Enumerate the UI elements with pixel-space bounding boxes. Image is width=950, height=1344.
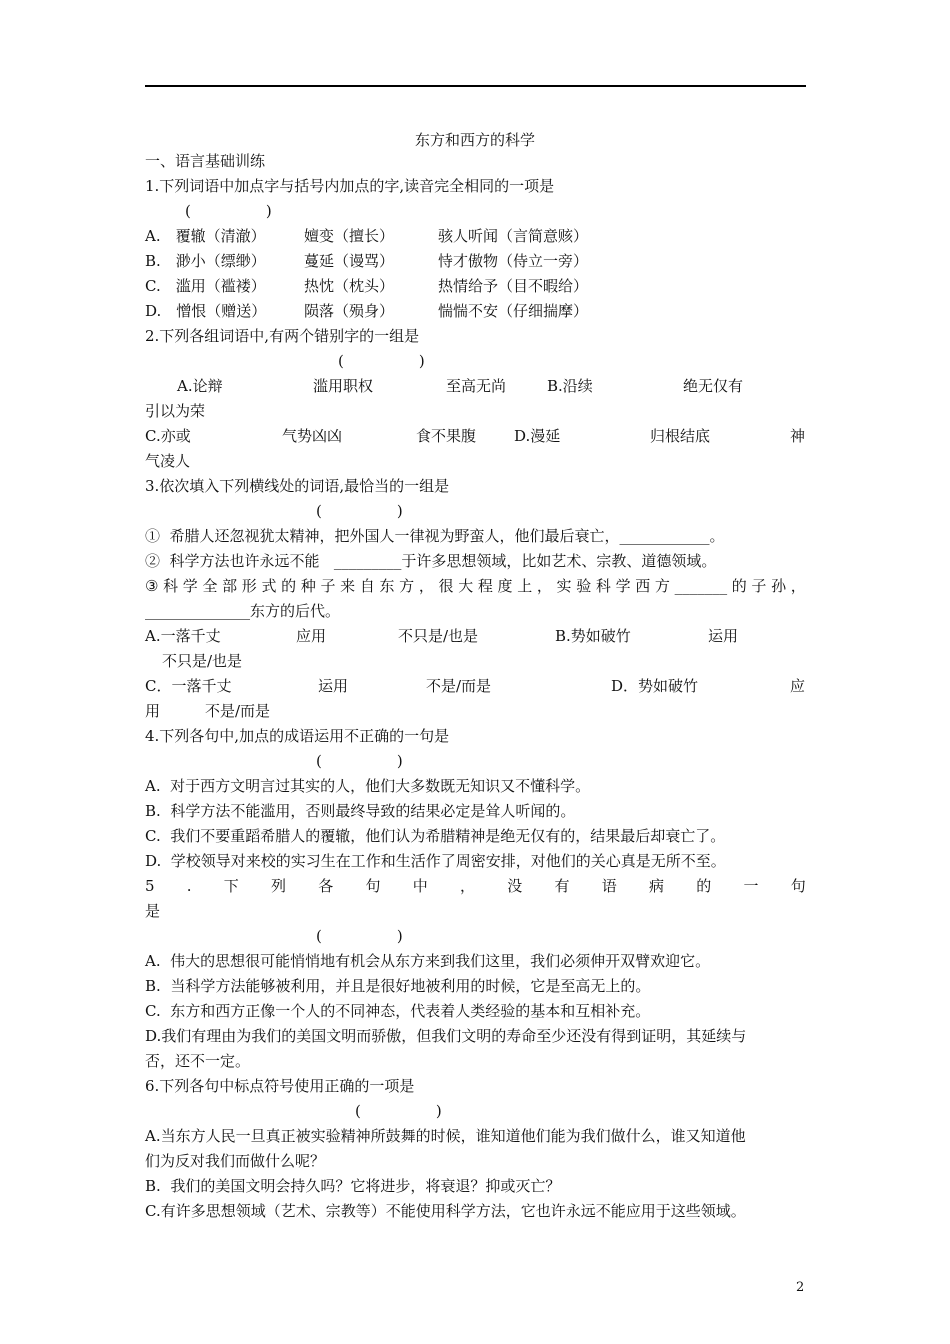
q3-sentence-3-char: 上 (517, 577, 533, 595)
q5-option-b: B. 当科学方法能够被利用，并且是很好地被利用的时候，它是至高无上的。 (145, 977, 651, 995)
q2-answer-blank: ( ) (338, 352, 425, 370)
q3-option-d-2-end: 用 不是/而是 (145, 702, 271, 720)
q3-sentence-3-char: 程 (477, 577, 493, 595)
q1-option-c-2: 热忱（枕头） (304, 277, 395, 295)
q3-option-b-3: 不只是/也是 (162, 652, 243, 670)
q3-sentence-3-char: 大 (458, 577, 474, 595)
q3-sentence-3-char: 方 (399, 577, 415, 595)
q5-stem (145, 876, 806, 896)
q3-option-d-2-start: 应 (790, 677, 806, 695)
q4-option-c: C. 我们不要重蹈希腊人的覆辙，他们认为希腊精神是绝无仅有的，结果最后却衰亡了。 (145, 827, 726, 845)
q3-sentence-3-char: 很 (438, 577, 454, 595)
q3-sentence-1: ① 希腊人还忽视犹太精神，把外国人一律视为野蛮人，他们最后衰亡，____________。 (145, 527, 725, 545)
q1-option-c-3: 热情给予（目不暇给） (438, 277, 589, 295)
q6-answer-blank: ( ) (355, 1102, 442, 1120)
q2-option-d-1: D.漫延 (514, 427, 561, 445)
q2-option-a-3: 至高无尚 (446, 377, 507, 395)
q3-sentence-2: ② 科学方法也许永远不能 _________于许多思想领域，比如艺术、宗教、道德领域。 (145, 552, 717, 570)
q1-option-d-2: 陨落（殒身） (304, 302, 395, 320)
q3-sentence-3-char: 实 (556, 577, 572, 595)
q5-option-d: D.我们有理由为我们的美国文明而骄傲，但我们文明的寿命至少还没有得到证明，其延续与 (145, 1027, 747, 1045)
q3-sentence-3-char: 科 (163, 577, 179, 595)
q3-sentence-3-char: 东 (379, 577, 395, 595)
q3-option-c-2: 运用 (318, 677, 349, 695)
q3-option-c-3: 不是/而是 (426, 677, 492, 695)
q3-sentence-3-char: ， (790, 577, 806, 595)
q3-option-a-1: A.一落千丈 (145, 627, 221, 645)
q3-sentence-3-char: 方 (654, 577, 670, 595)
q1-stem: 1.下列词语中加点字与括号内加点的字,读音完全相同的一项是 (145, 177, 555, 195)
q3-sentence-3-char: 学 (182, 577, 198, 595)
q4-option-a: A. 对于西方文明言过其实的人，他们大多数既无知识又不懂科学。 (145, 777, 591, 795)
q2-option-c-3: 食不果腹 (416, 427, 477, 445)
q5-stem-char: 没 (507, 877, 523, 895)
q5-stem-char: 各 (318, 877, 334, 895)
q1-option-a-3: 骇人听闻（言简意赅） (438, 227, 589, 245)
q3-sentence-3-char: 度 (497, 577, 513, 595)
q3-option-b-1: B.势如破竹 (555, 627, 631, 645)
q3-option-d-1: D．势如破竹 (611, 677, 699, 695)
q2-stem: 2.下列各组词语中,有两个错别字的一组是 (145, 327, 420, 345)
q3-sentence-3-char: 子 (320, 577, 336, 595)
q3-sentence-3-char: 形 (241, 577, 257, 595)
q1-option-d-1: D. 憎恨（赠送） (145, 302, 267, 320)
q1-option-b-3: 恃才傲物（侍立一旁） (438, 252, 589, 270)
q3-option-a-2: 应用 (296, 627, 327, 645)
q6-stem: 6.下列各句中标点符号使用正确的一项是 (145, 1077, 415, 1095)
q2-option-d-3-end: 气凌人 (145, 452, 191, 470)
q3-sentence-3-end: ______________东方的后代。 (145, 602, 341, 620)
q2-option-b-1: B.沿续 (547, 377, 593, 395)
q5-stem-char: 句 (790, 877, 806, 895)
q5-stem-char: 一 (743, 877, 759, 895)
q5-stem-char: . (186, 877, 192, 895)
q3-sentence-3-char: 子 (751, 577, 767, 595)
q5-stem-char: 列 (271, 877, 287, 895)
q1-option-b-1: B. 渺小（缥缈） (145, 252, 266, 270)
q3-sentence-3-char: 学 (615, 577, 631, 595)
q3-sentence-3-char: ③ (145, 577, 159, 595)
q3-sentence-3-char: ， (418, 577, 434, 595)
q3-stem: 3.依次填入下列横线处的词语,最恰当的一组是 (145, 477, 450, 495)
q4-answer-blank: ( ) (316, 752, 403, 770)
q3-option-c-1: C．一落千丈 (145, 677, 232, 695)
q3-sentence-3-char: 验 (576, 577, 592, 595)
page-title: 东方和西方的科学 (414, 131, 535, 149)
q5-stem-char: 的 (696, 877, 712, 895)
q1-option-b-2: 蔓延（谩骂） (304, 252, 395, 270)
q3-answer-blank: ( ) (316, 502, 403, 520)
q3-option-b-2: 运用 (708, 627, 739, 645)
q5-answer-blank: ( ) (316, 927, 403, 945)
q5-stem-char: 句 (365, 877, 381, 895)
q5-option-d-end: 否，还不一定。 (145, 1052, 251, 1070)
section-heading: 一、语言基础训练 (145, 152, 266, 170)
q3-sentence-3-char: 部 (222, 577, 238, 595)
q2-option-a-2: 滥用职权 (313, 377, 374, 395)
q6-option-a: A.当东方人民一旦真正被实验精神所鼓舞的时候，谁知道他们能为我们做什么，谁又知道他 (145, 1127, 746, 1145)
q6-option-c: C.有许多思想领域（艺术、宗教等）不能使用科学方法，它也许永远不能应用于这些领域。 (145, 1202, 746, 1220)
q4-stem: 4.下列各句中,加点的成语运用不正确的一句是 (145, 727, 450, 745)
q5-stem-end: 是 (145, 902, 161, 920)
q6-option-b: B. 我们的美国文明会持久吗？它将进步，将衰退？抑或灭亡？ (145, 1177, 561, 1195)
q5-stem-char: 病 (649, 877, 665, 895)
q1-option-a-1: A. 覆辙（清澈） (145, 227, 266, 245)
q1-option-c-1: C. 滥用（褴褛） (145, 277, 266, 295)
q4-option-b: B. 科学方法不能滥用，否则最终导致的结果必定是耸人听闻的。 (145, 802, 576, 820)
q5-stem-char: 中 (412, 877, 428, 895)
q3-sentence-3-char: 孙 (771, 577, 787, 595)
q1-answer-blank: ( ) (185, 202, 272, 220)
q1-option-d-3: 惴惴不安（仔细揣摩） (438, 302, 589, 320)
q3-sentence-3-char: 式 (261, 577, 277, 595)
q3-option-a-3: 不只是/也是 (398, 627, 479, 645)
q5-stem-char: 下 (223, 877, 239, 895)
q2-option-b-2: 绝无仅有 (683, 377, 744, 395)
q2-option-a-1: A.论辩 (177, 377, 223, 395)
q3-sentence-3 (145, 576, 806, 596)
q3-sentence-3-char: 来 (340, 577, 356, 595)
q5-stem-char: ， (460, 877, 476, 895)
page-number: 2 (796, 1280, 805, 1295)
q1-option-a-2: 嬗变（擅长） (304, 227, 395, 245)
q3-sentence-3-char: 科 (595, 577, 611, 595)
q3-sentence-3-char: 的 (281, 577, 297, 595)
q5-stem-char: 5 (145, 877, 155, 895)
q4-option-d: D. 学校领导对来校的实习生在工作和生活作了周密安排，对他们的关心真是无所不至。 (145, 852, 726, 870)
q3-sentence-3-char: 种 (300, 577, 316, 595)
q2-option-c-2: 气势凶凶 (282, 427, 343, 445)
q5-option-a: A. 伟大的思想很可能悄悄地有机会从东方来到我们这里，我们必须伸开双臂欢迎它。 (145, 952, 711, 970)
header-rule (145, 85, 806, 87)
q3-sentence-3-char: 自 (359, 577, 375, 595)
q3-sentence-3-char: 的 (731, 577, 747, 595)
q2-option-c-1: C.亦或 (145, 427, 191, 445)
q3-sentence-3-char: 西 (635, 577, 651, 595)
q5-option-c: C. 东方和西方正像一个人的不同神态，代表着人类经验的基本和互相补充。 (145, 1002, 651, 1020)
q2-option-b-3: 引以为荣 (145, 402, 206, 420)
q2-option-d-2: 归根结底 (650, 427, 711, 445)
q3-sentence-3-char: 全 (202, 577, 218, 595)
q5-stem-char: 语 (601, 877, 617, 895)
q3-sentence-3-char: ， (536, 577, 552, 595)
q3-sentence-3-char: _______ (674, 577, 728, 595)
q2-option-d-3-start: 神 (790, 427, 806, 445)
q5-stem-char: 有 (554, 877, 570, 895)
q6-option-a-end: 们为反对我们而做什么呢？ (145, 1152, 326, 1170)
